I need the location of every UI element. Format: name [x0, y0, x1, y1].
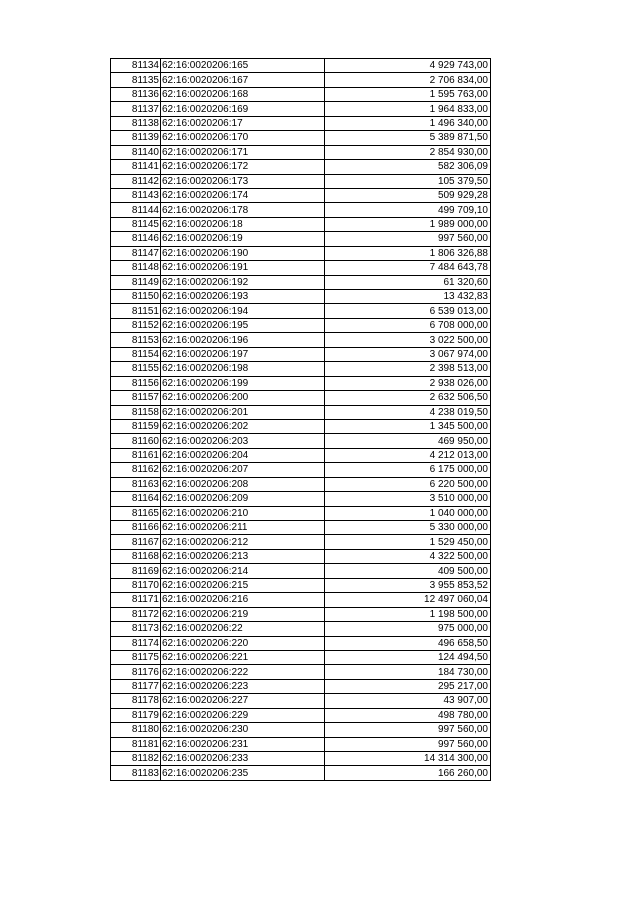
cadastral-number-cell: 62:16:0020206:216 [161, 593, 325, 607]
cadastral-number-cell: 62:16:0020206:231 [161, 737, 325, 751]
value-cell: 61 320,60 [325, 275, 491, 289]
row-number-cell: 81151 [111, 304, 161, 318]
table-row [111, 304, 491, 318]
cadastral-number-cell: 62:16:0020206:167 [161, 73, 325, 87]
row-number-cell: 81140 [111, 145, 161, 159]
table-row [111, 419, 491, 433]
cadastral-number-cell: 62:16:0020206:227 [161, 694, 325, 708]
cadastral-number-cell: 62:16:0020206:171 [161, 145, 325, 159]
cadastral-number-cell: 62:16:0020206:229 [161, 708, 325, 722]
row-number-cell: 81167 [111, 535, 161, 549]
table-row [111, 188, 491, 202]
cadastral-value-table [110, 58, 491, 781]
table-row [111, 549, 491, 563]
value-cell: 499 709,10 [325, 203, 491, 217]
row-number-cell: 81163 [111, 477, 161, 491]
value-cell: 4 322 500,00 [325, 549, 491, 563]
cadastral-number-cell: 62:16:0020206:173 [161, 174, 325, 188]
cadastral-number-cell: 62:16:0020206:212 [161, 535, 325, 549]
cadastral-number-cell: 62:16:0020206:165 [161, 59, 325, 73]
row-number-cell: 81157 [111, 391, 161, 405]
table-row [111, 607, 491, 621]
cadastral-number-cell: 62:16:0020206:174 [161, 188, 325, 202]
table-row [111, 333, 491, 347]
cadastral-number-cell: 62:16:0020206:178 [161, 203, 325, 217]
table-row [111, 145, 491, 159]
row-number-cell: 81136 [111, 87, 161, 101]
value-cell: 1 964 833,00 [325, 102, 491, 116]
row-number-cell: 81178 [111, 694, 161, 708]
row-number-cell: 81135 [111, 73, 161, 87]
value-cell: 13 432,83 [325, 290, 491, 304]
value-cell: 997 560,00 [325, 723, 491, 737]
row-number-cell: 81144 [111, 203, 161, 217]
value-cell: 295 217,00 [325, 679, 491, 693]
table-body [111, 59, 491, 781]
table-row [111, 448, 491, 462]
cadastral-number-cell: 62:16:0020206:204 [161, 448, 325, 462]
table-row [111, 131, 491, 145]
row-number-cell: 81160 [111, 434, 161, 448]
cadastral-number-cell: 62:16:0020206:197 [161, 347, 325, 361]
cadastral-number-cell: 62:16:0020206:168 [161, 87, 325, 101]
row-number-cell: 81169 [111, 564, 161, 578]
row-number-cell: 81146 [111, 232, 161, 246]
value-cell: 3 022 500,00 [325, 333, 491, 347]
table-row [111, 102, 491, 116]
table-row [111, 708, 491, 722]
cadastral-number-cell: 62:16:0020206:209 [161, 492, 325, 506]
cadastral-number-cell: 62:16:0020206:201 [161, 405, 325, 419]
table-row [111, 636, 491, 650]
value-cell: 166 260,00 [325, 766, 491, 780]
value-cell: 2 632 506,50 [325, 391, 491, 405]
table-row [111, 434, 491, 448]
cadastral-number-cell: 62:16:0020206:230 [161, 723, 325, 737]
row-number-cell: 81138 [111, 116, 161, 130]
row-number-cell: 81171 [111, 593, 161, 607]
cadastral-number-cell: 62:16:0020206:19 [161, 232, 325, 246]
cadastral-number-cell: 62:16:0020206:18 [161, 217, 325, 231]
value-cell: 4 929 743,00 [325, 59, 491, 73]
table-row [111, 275, 491, 289]
value-cell: 997 560,00 [325, 737, 491, 751]
table-row [111, 492, 491, 506]
row-number-cell: 81134 [111, 59, 161, 73]
value-cell: 1 806 326,88 [325, 246, 491, 260]
cadastral-number-cell: 62:16:0020206:194 [161, 304, 325, 318]
table-row [111, 766, 491, 780]
cadastral-number-cell: 62:16:0020206:191 [161, 261, 325, 275]
cadastral-number-cell: 62:16:0020206:190 [161, 246, 325, 260]
table-row [111, 723, 491, 737]
table-row [111, 87, 491, 101]
table-row [111, 521, 491, 535]
table-row [111, 405, 491, 419]
value-cell: 2 706 834,00 [325, 73, 491, 87]
cadastral-number-cell: 62:16:0020206:233 [161, 752, 325, 766]
row-number-cell: 81182 [111, 752, 161, 766]
value-cell: 14 314 300,00 [325, 752, 491, 766]
row-number-cell: 81166 [111, 521, 161, 535]
cadastral-number-cell: 62:16:0020206:202 [161, 419, 325, 433]
value-cell: 12 497 060,04 [325, 593, 491, 607]
table-row [111, 752, 491, 766]
cadastral-number-cell: 62:16:0020206:169 [161, 102, 325, 116]
cadastral-number-cell: 62:16:0020206:223 [161, 679, 325, 693]
table-row [111, 290, 491, 304]
table-row [111, 59, 491, 73]
value-cell: 509 929,28 [325, 188, 491, 202]
value-cell: 1 345 500,00 [325, 419, 491, 433]
cadastral-number-cell: 62:16:0020206:198 [161, 362, 325, 376]
row-number-cell: 81159 [111, 419, 161, 433]
table-row [111, 535, 491, 549]
row-number-cell: 81149 [111, 275, 161, 289]
row-number-cell: 81153 [111, 333, 161, 347]
row-number-cell: 81174 [111, 636, 161, 650]
row-number-cell: 81154 [111, 347, 161, 361]
row-number-cell: 81170 [111, 578, 161, 592]
table-row [111, 564, 491, 578]
value-cell: 409 500,00 [325, 564, 491, 578]
table-row [111, 737, 491, 751]
row-number-cell: 81176 [111, 665, 161, 679]
value-cell: 4 238 019,50 [325, 405, 491, 419]
value-cell: 184 730,00 [325, 665, 491, 679]
cadastral-number-cell: 62:16:0020206:200 [161, 391, 325, 405]
row-number-cell: 81141 [111, 160, 161, 174]
cadastral-number-cell: 62:16:0020206:214 [161, 564, 325, 578]
row-number-cell: 81165 [111, 506, 161, 520]
table-row [111, 593, 491, 607]
row-number-cell: 81139 [111, 131, 161, 145]
table-row [111, 578, 491, 592]
row-number-cell: 81181 [111, 737, 161, 751]
table-row [111, 391, 491, 405]
value-cell: 2 938 026,00 [325, 376, 491, 390]
table-row [111, 116, 491, 130]
table-row [111, 679, 491, 693]
value-cell: 5 330 000,00 [325, 521, 491, 535]
row-number-cell: 81173 [111, 622, 161, 636]
value-cell: 6 539 013,00 [325, 304, 491, 318]
row-number-cell: 81175 [111, 650, 161, 664]
row-number-cell: 81180 [111, 723, 161, 737]
value-cell: 3 510 000,00 [325, 492, 491, 506]
value-cell: 1 040 000,00 [325, 506, 491, 520]
table-row [111, 246, 491, 260]
cadastral-number-cell: 62:16:0020206:172 [161, 160, 325, 174]
cadastral-number-cell: 62:16:0020206:220 [161, 636, 325, 650]
row-number-cell: 81137 [111, 102, 161, 116]
value-cell: 3 955 853,52 [325, 578, 491, 592]
cadastral-number-cell: 62:16:0020206:235 [161, 766, 325, 780]
value-cell: 496 658,50 [325, 636, 491, 650]
row-number-cell: 81179 [111, 708, 161, 722]
row-number-cell: 81155 [111, 362, 161, 376]
row-number-cell: 81145 [111, 217, 161, 231]
cadastral-number-cell: 62:16:0020206:170 [161, 131, 325, 145]
row-number-cell: 81150 [111, 290, 161, 304]
value-cell: 6 708 000,00 [325, 318, 491, 332]
table-row [111, 318, 491, 332]
value-cell: 5 389 871,50 [325, 131, 491, 145]
row-number-cell: 81164 [111, 492, 161, 506]
cadastral-number-cell: 62:16:0020206:196 [161, 333, 325, 347]
cadastral-number-cell: 62:16:0020206:208 [161, 477, 325, 491]
table-row [111, 217, 491, 231]
table-row [111, 665, 491, 679]
row-number-cell: 81148 [111, 261, 161, 275]
cadastral-number-cell: 62:16:0020206:222 [161, 665, 325, 679]
table-row [111, 376, 491, 390]
cadastral-number-cell: 62:16:0020206:22 [161, 622, 325, 636]
cadastral-number-cell: 62:16:0020206:199 [161, 376, 325, 390]
table-row [111, 362, 491, 376]
value-cell: 1 198 500,00 [325, 607, 491, 621]
value-cell: 105 379,50 [325, 174, 491, 188]
value-cell: 1 595 763,00 [325, 87, 491, 101]
value-cell: 7 484 643,78 [325, 261, 491, 275]
table-row [111, 203, 491, 217]
cadastral-number-cell: 62:16:0020206:210 [161, 506, 325, 520]
value-cell: 975 000,00 [325, 622, 491, 636]
table-row [111, 232, 491, 246]
cadastral-number-cell: 62:16:0020206:193 [161, 290, 325, 304]
row-number-cell: 81161 [111, 448, 161, 462]
value-cell: 2 398 513,00 [325, 362, 491, 376]
cadastral-number-cell: 62:16:0020206:213 [161, 549, 325, 563]
value-cell: 2 854 930,00 [325, 145, 491, 159]
table-row [111, 174, 491, 188]
value-cell: 1 529 450,00 [325, 535, 491, 549]
table-row [111, 650, 491, 664]
row-number-cell: 81143 [111, 188, 161, 202]
row-number-cell: 81156 [111, 376, 161, 390]
value-cell: 3 067 974,00 [325, 347, 491, 361]
value-cell: 469 950,00 [325, 434, 491, 448]
row-number-cell: 81183 [111, 766, 161, 780]
cadastral-number-cell: 62:16:0020206:211 [161, 521, 325, 535]
table-row [111, 463, 491, 477]
value-cell: 124 494,50 [325, 650, 491, 664]
table-row [111, 694, 491, 708]
value-cell: 997 560,00 [325, 232, 491, 246]
value-cell: 582 306,09 [325, 160, 491, 174]
table-row [111, 347, 491, 361]
table-row [111, 160, 491, 174]
row-number-cell: 81147 [111, 246, 161, 260]
value-cell: 1 496 340,00 [325, 116, 491, 130]
value-cell: 4 212 013,00 [325, 448, 491, 462]
table-row [111, 506, 491, 520]
cadastral-number-cell: 62:16:0020206:195 [161, 318, 325, 332]
cadastral-number-cell: 62:16:0020206:17 [161, 116, 325, 130]
table-row [111, 622, 491, 636]
value-cell: 6 175 000,00 [325, 463, 491, 477]
value-cell: 498 780,00 [325, 708, 491, 722]
cadastral-number-cell: 62:16:0020206:203 [161, 434, 325, 448]
cadastral-number-cell: 62:16:0020206:215 [161, 578, 325, 592]
value-cell: 1 989 000,00 [325, 217, 491, 231]
row-number-cell: 81152 [111, 318, 161, 332]
row-number-cell: 81158 [111, 405, 161, 419]
table-row [111, 477, 491, 491]
value-cell: 6 220 500,00 [325, 477, 491, 491]
row-number-cell: 81177 [111, 679, 161, 693]
table-row [111, 261, 491, 275]
row-number-cell: 81168 [111, 549, 161, 563]
row-number-cell: 81142 [111, 174, 161, 188]
cadastral-number-cell: 62:16:0020206:207 [161, 463, 325, 477]
cadastral-number-cell: 62:16:0020206:192 [161, 275, 325, 289]
row-number-cell: 81172 [111, 607, 161, 621]
cadastral-number-cell: 62:16:0020206:219 [161, 607, 325, 621]
value-cell: 43 907,00 [325, 694, 491, 708]
cadastral-number-cell: 62:16:0020206:221 [161, 650, 325, 664]
row-number-cell: 81162 [111, 463, 161, 477]
table-row [111, 73, 491, 87]
